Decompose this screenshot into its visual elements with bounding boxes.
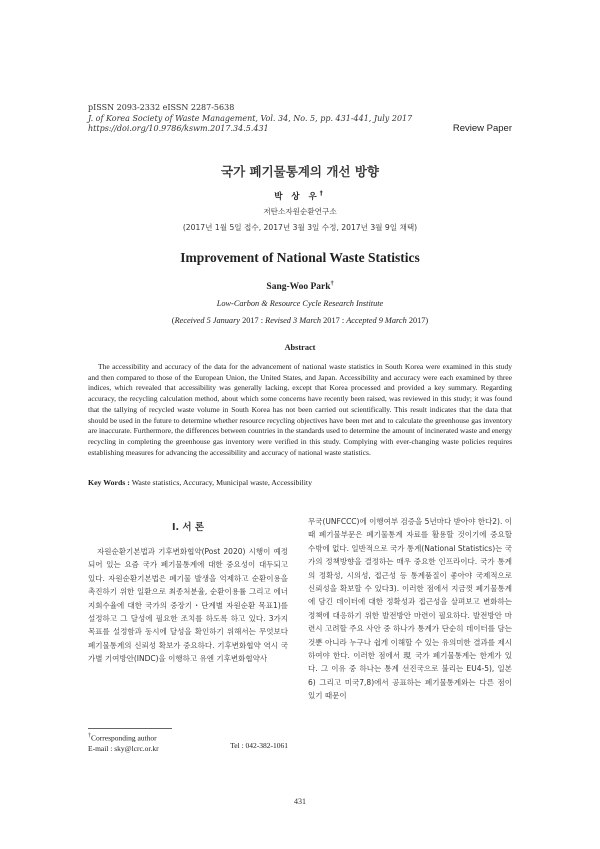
received-date: 5 January (206, 316, 240, 325)
keywords-label: Key Words : (88, 478, 130, 487)
accepted-year: 2017 (408, 316, 426, 325)
korean-author-mark: † (319, 190, 326, 198)
abstract-heading: Abstract (284, 343, 316, 352)
english-title: Improvement of National Waste Statistics (180, 250, 420, 265)
received-year: 2017 (242, 316, 259, 325)
english-author-mark: † (330, 281, 334, 287)
issn-line: pISSN 2093-2332 eISSN 2287-5638 (88, 103, 235, 112)
keywords-text: Waste statistics, Accuracy, Municipal waste, Accessibility (131, 478, 313, 487)
footnote-email: E-mail : sky@lcrc.or.kr (88, 743, 159, 753)
abstract-text: The accessibility and accuracy of the data for the advancement of national waste statistics in South Korea were examined in this study and then compared to those of the European Union, the United States, and Japan. Accessibility and accuracy were each examined by three indices, which revealed that accessibility was generally lacking, except that Korea processed and provided a key summary. Regarding accuracy, the recycling calculation method, about which some concerns have recently been raised, was reviewed in this study; it was found that the tallying of recycled waste volume in South Korea has not been carried out scientifically. This result indicates that the data that should be used in the future to determine whether resource recycling objectives have been met and to calculate the greenhouse gas inventory are inaccurate. Furthermore, the differences between countries in the standards used to determine the amount of incinerated waste and energy recycling in completing the greenhouse gas inventory were verified in this study. Complying with ever-changing waste policies requires establishing measures for advancing the accessibility and accuracy of national waste statistics. (88, 362, 512, 457)
revised-date: 3 March (293, 316, 322, 325)
revised-label: Revised (265, 316, 291, 325)
body-right-column: 무국(UNFCCC)에 이행여부 검증을 5년마다 받아야 한다2). 이때 폐기물부문은 폐기물통계 자료를 활용할 것이기에 중요할 수밖에 없다. 일반적으로 국가 통계(National Statistics)는 국가의 정책방향을 결정하는 매우 중요한 인프라이다. 국가 통계의 정확성, 시의성, 접근성 등 통계품질이 좋아야 국제적으로 신뢰성을 확보할 수 있다3). 이러한 점에서 지금껏 폐기물통계에 담긴 데이터에 대한 정확성과 접근성을 살펴보고 변화하는 정책에 대응하기 위한 발전방안 마련이 필요하다. 발전방안 마련시 고려할 주요 사안 중 하나가 통계가 단순히 데이터를 담는 것뿐 아니라 누구나 쉽게 이해할 수 있는 유의미한 결과를 제시하여야 한다. 이러한 점에서 現 국가 폐기물통계는 한계가 있다. 그 이유 중 하나는 통계 선진국으로 불리는 EU4-5), 일본6) 그리고 미국7,8)에서 공표하는 폐기물통계와는 다른 점이 있기 때문이 (308, 517, 512, 701)
footnote-label: Corresponding author (91, 733, 157, 743)
footnote (88, 731, 288, 754)
footnote-tel: Tel : 042-382-1061 (230, 741, 288, 750)
revised-year: 2017 (323, 316, 340, 325)
english-author-name: Sang-Woo Park (266, 282, 331, 293)
journal-header (88, 103, 412, 135)
korean-title: 국가 폐기물통계의 개선 방향 (221, 164, 379, 179)
english-author (88, 281, 512, 292)
footnote-mark: † (88, 733, 91, 739)
korean-author (88, 190, 512, 202)
footnote-divider (88, 728, 172, 729)
accepted-label: Accepted (346, 316, 377, 325)
korean-institute: 저탄소자원순환연구소 (263, 207, 337, 216)
article-type: Review Paper (452, 123, 512, 134)
korean-dates: (2017년 1월 5일 접수, 2017년 3월 3일 수정, 2017년 3월 9일 채택) (182, 223, 418, 232)
korean-author-name: 박 상 우 (274, 192, 320, 202)
received-label: Received (174, 316, 205, 325)
section-heading: I. 서 론 (171, 522, 205, 533)
body-left-column: 자원순환기본법과 기후변화협약(Post 2020) 시행이 예정되어 있는 요즘 국가 폐기물통계에 대한 중요성이 대두되고 있다. 자원순환기본법은 폐기물 발생을 억제하고 순환이용을 촉진하기 위한 일환으로 최종처분율, 순환이용률 그리고 에너지회수율에 대한 국가의 중장기・단계별 자원순환 목표1)를 설정하고 그 달성에 필요한 조치를 하도록 하고 있다. 3가지 목표를 설정함과 동시에 달성을 확인하기 위해서는 무엇보다 폐기물통계의 신뢰성 확보가 중요하다. 기후변화협약 역시 국가별 기여방안(INDC)을 이행하고 유엔 기후변화협약사 (88, 547, 288, 664)
doi-link[interactable]: https://doi.org/10.9786/kswm.2017.34.5.431 (88, 124, 269, 133)
keywords (88, 478, 512, 487)
accepted-date: 9 March (378, 316, 407, 325)
page-number: 431 (294, 797, 306, 806)
english-institute: Low-Carbon & Resource Cycle Research Institute (216, 299, 384, 308)
journal-citation: J. of Korea Society of Waste Management, Vol. 34, No. 5, pp. 431-441, July 2017 (88, 113, 413, 123)
english-dates: (Received 5 January 2017 : Revised 3 March 2017 : Accepted 9 March 2017) (171, 316, 429, 325)
